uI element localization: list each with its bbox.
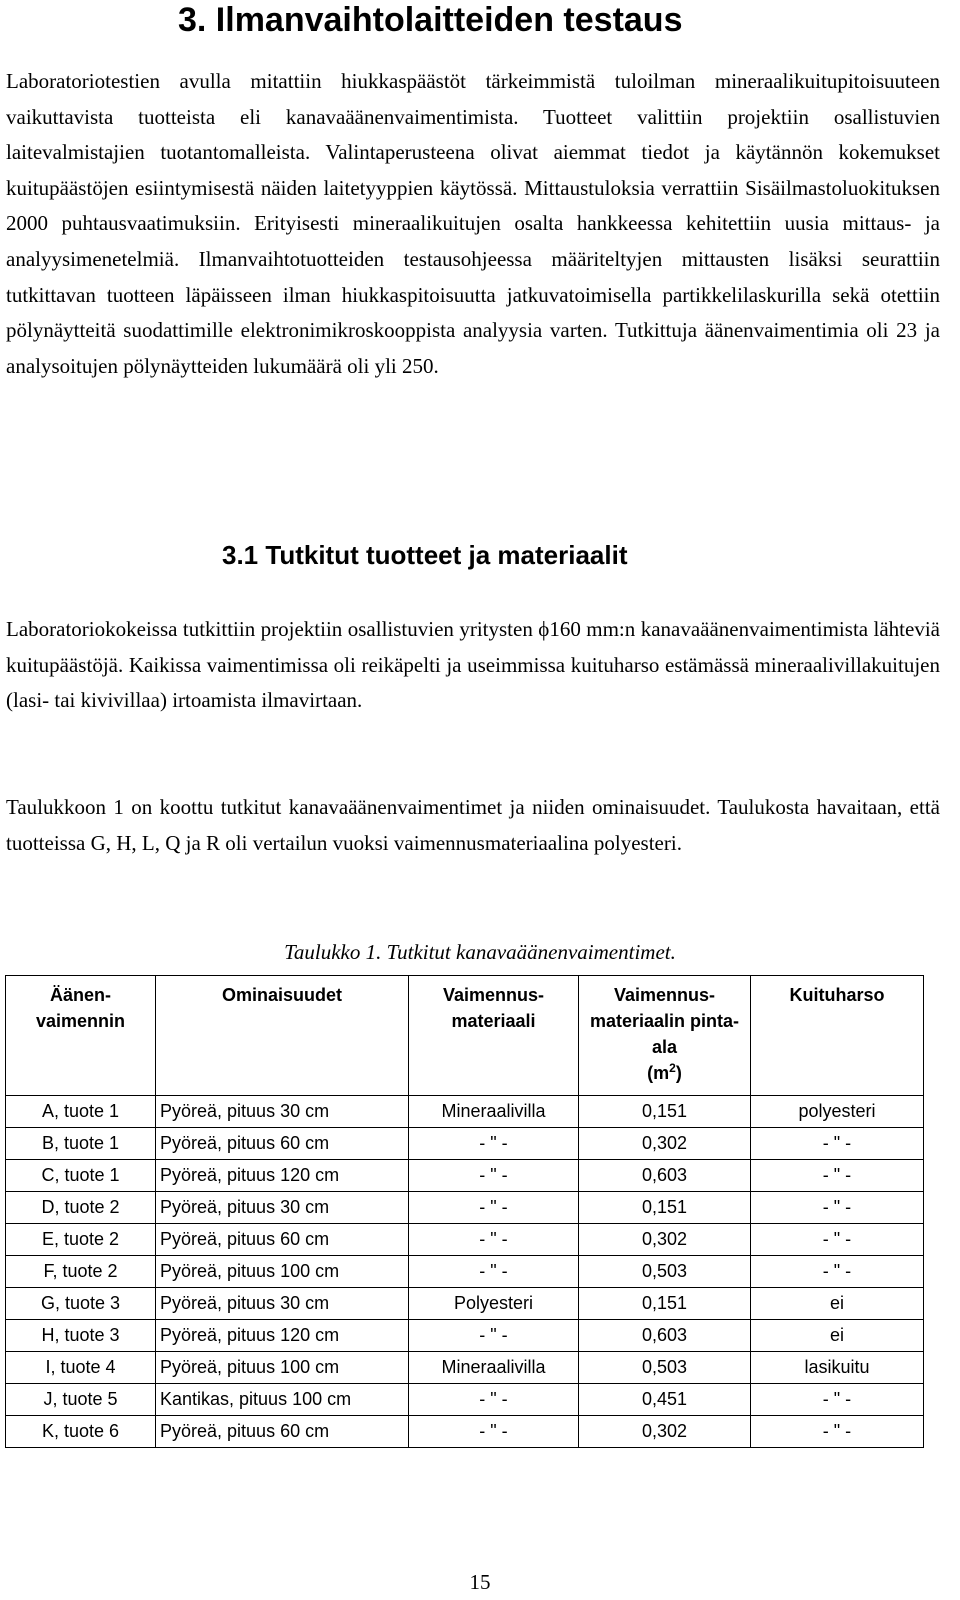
- section-heading: 3. Ilmanvaihtolaitteiden testaus: [178, 1, 683, 39]
- cell-area: 0,451: [579, 1384, 751, 1416]
- table-row: [6, 1288, 924, 1320]
- cell-fiber-cloth: - " -: [751, 1384, 924, 1416]
- cell-silencer: G, tuote 3: [6, 1288, 156, 1320]
- cell-properties: Pyöreä, pituus 120 cm: [156, 1160, 409, 1192]
- cell-fiber-cloth: - " -: [751, 1416, 924, 1448]
- header-properties-label: Ominaisuudet: [221, 985, 342, 1005]
- products-table: [5, 975, 924, 1448]
- cell-fiber-cloth: ei: [751, 1288, 924, 1320]
- cell-material: Polyesteri: [409, 1288, 579, 1320]
- header-area: [579, 976, 751, 1096]
- cell-properties: Pyöreä, pituus 30 cm: [156, 1288, 409, 1320]
- table-row: [6, 1416, 924, 1448]
- cell-silencer: A, tuote 1: [6, 1096, 156, 1128]
- header-material: [409, 976, 579, 1096]
- cell-area: 0,151: [579, 1096, 751, 1128]
- cell-silencer: F, tuote 2: [6, 1256, 156, 1288]
- table-row: [6, 1384, 924, 1416]
- cell-fiber-cloth: - " -: [751, 1128, 924, 1160]
- cell-area: 0,302: [579, 1224, 751, 1256]
- intro-paragraph: Laboratoriotestien avulla mitattiin hiukkaspäästöt tärkeimmistä tuloilman mineraalikuitupitoisuuteen vaikuttavista tuotteista eli kanavaäänenvaimentimista. Tuotteet valittiin projektiin osallistuvien laitevalmistajien tuotantomalleista. Valintaperusteena olivat aiemmat tiedot ja käytännön kokemukset kuitupäästöjen esiintymisestä näiden laitetyyppien käytössä. Mittaustuloksia verrattiin Sisäilmastoluokituksen 2000 puhtausvaatimuksiin. Erityisesti mineraalikuitujen osalta hankkeessa kehitettiin uusia mittaus- ja analyysimenetelmiä. Ilmanvaihtotuotteiden testausohjeessa määriteltyjen mittausten lisäksi seurattiin tutkittavan tuotteen läpäisseen ilman hiukkaspitoisuutta jatkuvatoimisella partikkelilaskurilla sekä otettiin pölynäytteitä suodattimille elektronimikroskooppista analyysia varten. Tutkittuja äänenvaimentimia oli 23 ja analysoitujen pölynäytteiden lukumäärä oli yli 250.: [6, 69, 940, 378]
- cell-material: Mineraalivilla: [409, 1096, 579, 1128]
- table-row: [6, 1352, 924, 1384]
- cell-area: 0,302: [579, 1128, 751, 1160]
- cell-fiber-cloth: - " -: [751, 1224, 924, 1256]
- cell-silencer: B, tuote 1: [6, 1128, 156, 1160]
- cell-properties: Pyöreä, pituus 60 cm: [156, 1224, 409, 1256]
- cell-area: 0,503: [579, 1352, 751, 1384]
- table-row: [6, 1224, 924, 1256]
- cell-fiber-cloth: - " -: [751, 1192, 924, 1224]
- table-caption: Taulukko 1. Tutkitut kanavaäänenvaimentimet.: [284, 940, 676, 964]
- page-number: 15: [469, 1570, 491, 1594]
- cell-material: - " -: [409, 1224, 579, 1256]
- table-row: [6, 1096, 924, 1128]
- table-row: [6, 1192, 924, 1224]
- table-body: [6, 1096, 924, 1448]
- cell-material: - " -: [409, 1320, 579, 1352]
- cell-properties: Pyöreä, pituus 120 cm: [156, 1320, 409, 1352]
- cell-material: - " -: [409, 1128, 579, 1160]
- cell-properties: Pyöreä, pituus 100 cm: [156, 1256, 409, 1288]
- cell-area: 0,603: [579, 1320, 751, 1352]
- cell-area: 0,151: [579, 1192, 751, 1224]
- cell-area: 0,151: [579, 1288, 751, 1320]
- cell-material: - " -: [409, 1160, 579, 1192]
- cell-silencer: D, tuote 2: [6, 1192, 156, 1224]
- cell-silencer: E, tuote 2: [6, 1224, 156, 1256]
- cell-silencer: H, tuote 3: [6, 1320, 156, 1352]
- header-material-label: Vaimennus-materiaali: [442, 985, 545, 1031]
- table-row: [6, 1320, 924, 1352]
- table-row: [6, 1256, 924, 1288]
- cell-fiber-cloth: polyesteri: [751, 1096, 924, 1128]
- cell-area: 0,503: [579, 1256, 751, 1288]
- cell-fiber-cloth: - " -: [751, 1256, 924, 1288]
- table-intro-paragraph: Taulukkoon 1 on koottu tutkitut kanavaäänenvaimentimet ja niiden ominaisuudet. Taulukosta havaitaan, että tuotteissa G, H, L, Q ja R oli vertailun vuoksi vaimennusmateriaalina polyesteri.: [6, 795, 940, 855]
- cell-material: - " -: [409, 1256, 579, 1288]
- cell-properties: Pyöreä, pituus 100 cm: [156, 1352, 409, 1384]
- cell-silencer: I, tuote 4: [6, 1352, 156, 1384]
- table-row: [6, 1160, 924, 1192]
- cell-material: - " -: [409, 1384, 579, 1416]
- materials-paragraph: Laboratoriokokeissa tutkittiin projektiin osallistuvien yritysten ϕ160 mm:n kanavaäänenvaimentimista lähteviä kuitupäästöjä. Kaikissa vaimentimissa oli reikäpelti ja useimmissa kuituharso estämässä mineraalivillakuitujen (lasi- tai kivivillaa) irtoamista ilmavirtaan.: [6, 617, 940, 713]
- cell-silencer: J, tuote 5: [6, 1384, 156, 1416]
- cell-fiber-cloth: ei: [751, 1320, 924, 1352]
- header-silencer-label: Äänen-vaimennin: [35, 985, 126, 1031]
- cell-material: Mineraalivilla: [409, 1352, 579, 1384]
- cell-properties: Pyöreä, pituus 60 cm: [156, 1128, 409, 1160]
- header-area-label: Vaimennus-materiaalin pinta-ala: [589, 985, 740, 1057]
- cell-area: 0,603: [579, 1160, 751, 1192]
- cell-properties: Pyöreä, pituus 30 cm: [156, 1096, 409, 1128]
- header-fiber-cloth-label: Kuituharso: [789, 985, 885, 1005]
- header-properties: [156, 976, 409, 1096]
- table-row: [6, 1128, 924, 1160]
- table-header-row: [6, 976, 924, 1096]
- cell-properties: Pyöreä, pituus 60 cm: [156, 1416, 409, 1448]
- cell-silencer: K, tuote 6: [6, 1416, 156, 1448]
- cell-fiber-cloth: - " -: [751, 1160, 924, 1192]
- header-fiber-cloth: [751, 976, 924, 1096]
- header-area-unit: $(m^2)$: [647, 1061, 682, 1083]
- header-silencer: [6, 976, 156, 1096]
- cell-material: - " -: [409, 1416, 579, 1448]
- subsection-heading: 3.1 Tutkitut tuotteet ja materiaalit: [222, 540, 628, 570]
- cell-properties: Kantikas, pituus 100 cm: [156, 1384, 409, 1416]
- cell-properties: Pyöreä, pituus 30 cm: [156, 1192, 409, 1224]
- cell-material: - " -: [409, 1192, 579, 1224]
- cell-area: 0,302: [579, 1416, 751, 1448]
- cell-silencer: C, tuote 1: [6, 1160, 156, 1192]
- cell-fiber-cloth: lasikuitu: [751, 1352, 924, 1384]
